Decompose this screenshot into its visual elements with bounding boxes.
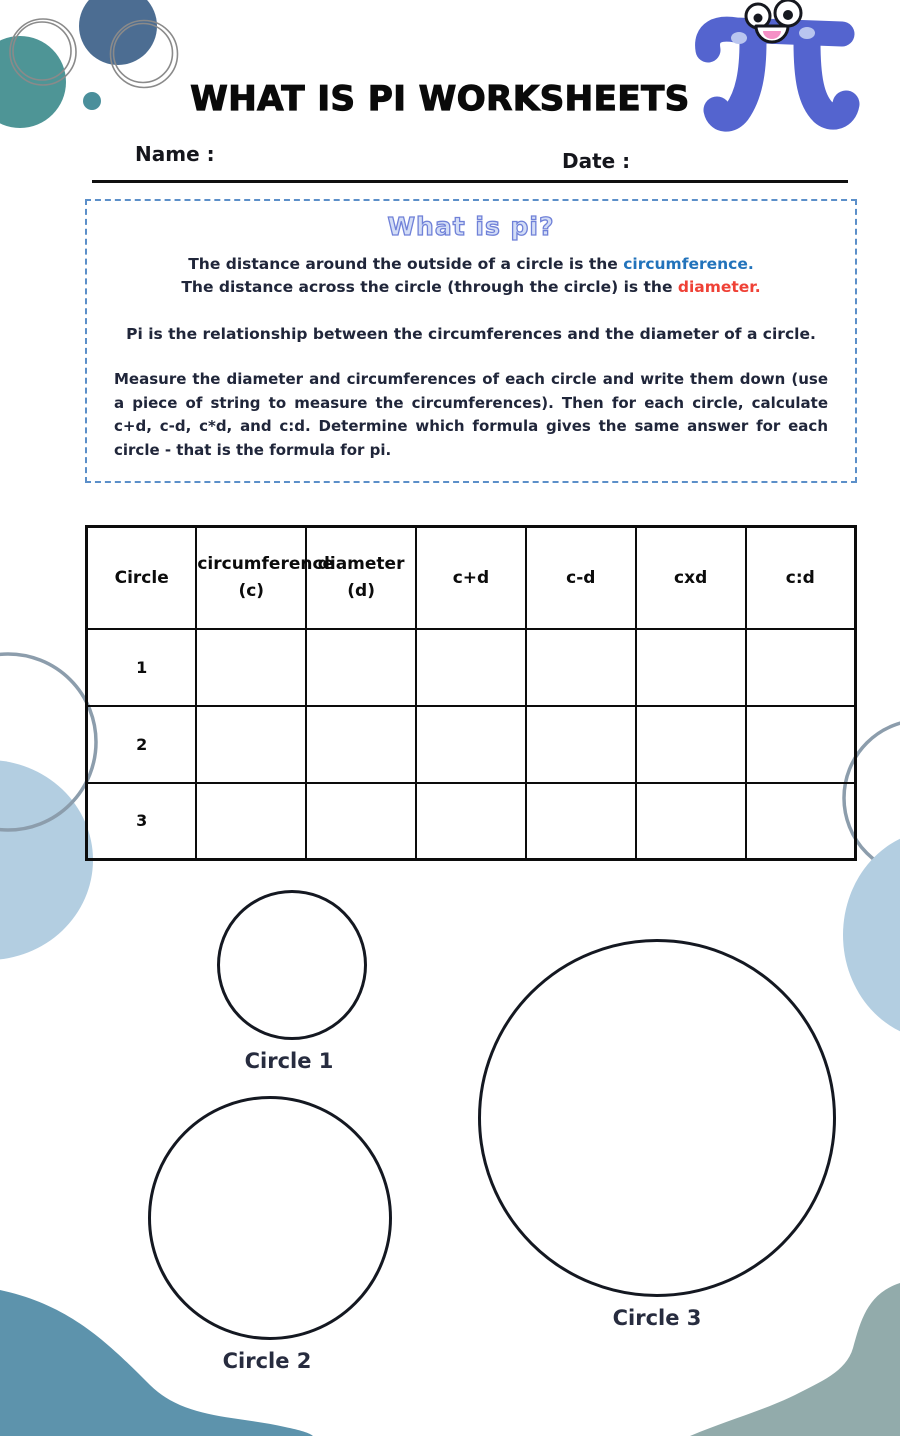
blank-cell: [746, 783, 856, 860]
blank-cell: [746, 629, 856, 706]
diameter-definition: [87, 276, 855, 299]
circle-2-label: Circle 2: [222, 1349, 312, 1373]
table-header-row: [87, 527, 856, 629]
blank-cell: [416, 783, 526, 860]
measurement-table: [85, 525, 857, 861]
blank-cell: [636, 629, 746, 706]
name-field-label: Name :: [135, 142, 215, 166]
blank-cell: [196, 706, 306, 783]
header-circle: Circle: [87, 527, 197, 629]
row-number: 3: [87, 783, 197, 860]
table-row: [87, 629, 856, 706]
table-row: [87, 783, 856, 860]
circle-2-shape: [148, 1096, 392, 1340]
header-c-plus-d: c+d: [416, 527, 526, 629]
pi-mascot-icon: [695, 0, 870, 140]
header-circumference: circumference (c): [196, 527, 306, 629]
blank-cell: [526, 783, 636, 860]
what-is-pi-box: [85, 199, 857, 483]
blank-cell: [636, 783, 746, 860]
header-diameter: diameter (d): [306, 527, 416, 629]
name-date-line: [92, 180, 848, 183]
circle-1-shape: [217, 890, 367, 1040]
diameter-term: diameter.: [677, 278, 761, 296]
circumference-definition-text: The distance around the outside of a circle is the: [188, 255, 624, 273]
diameter-definition-text: The distance across the circle (through the circle) is the: [181, 278, 678, 296]
header-c-minus-d: c-d: [526, 527, 636, 629]
circumference-definition: [87, 253, 855, 276]
instructions-text: Measure the diameter and circumferences of each circle and write them down (use a piece of string to measure the circumferences). Then for each circle, calculate c+d, c-d, c*d, and c:d. Determine which formula gives the same answer for each circle - that is the formula for pi.: [114, 370, 828, 459]
blank-cell: [526, 629, 636, 706]
header-c-divided-d: c:d: [746, 527, 856, 629]
header-c-times-d: cxd: [636, 527, 746, 629]
page-title: WHAT IS PI WORKSHEETS: [190, 78, 690, 119]
circle-1-label: Circle 1: [244, 1049, 334, 1073]
pi-relationship-text: Pi is the relationship between the circumferences and the diameter of a circle.: [126, 325, 816, 343]
small-teal-dot-decoration: [83, 92, 101, 110]
blank-cell: [196, 629, 306, 706]
blank-cell: [416, 706, 526, 783]
blank-cell: [306, 629, 416, 706]
blank-cell: [636, 706, 746, 783]
left-blue-blob-decoration: [0, 760, 93, 960]
blank-cell: [416, 629, 526, 706]
circle-3-label: Circle 3: [612, 1306, 702, 1330]
row-number: 2: [87, 706, 197, 783]
date-field-label: Date :: [562, 149, 631, 173]
blank-cell: [306, 706, 416, 783]
blank-cell: [196, 783, 306, 860]
bottom-right-blob-decoration: [690, 1283, 900, 1436]
table-row: [87, 706, 856, 783]
blank-cell: [306, 783, 416, 860]
right-blue-blob-decoration: [843, 830, 900, 1040]
blank-cell: [526, 706, 636, 783]
blank-cell: [746, 706, 856, 783]
row-number: 1: [87, 629, 197, 706]
info-heading: What is pi?: [387, 212, 555, 241]
circle-3-shape: [478, 939, 836, 1297]
circumference-term: circumference.: [623, 255, 754, 273]
